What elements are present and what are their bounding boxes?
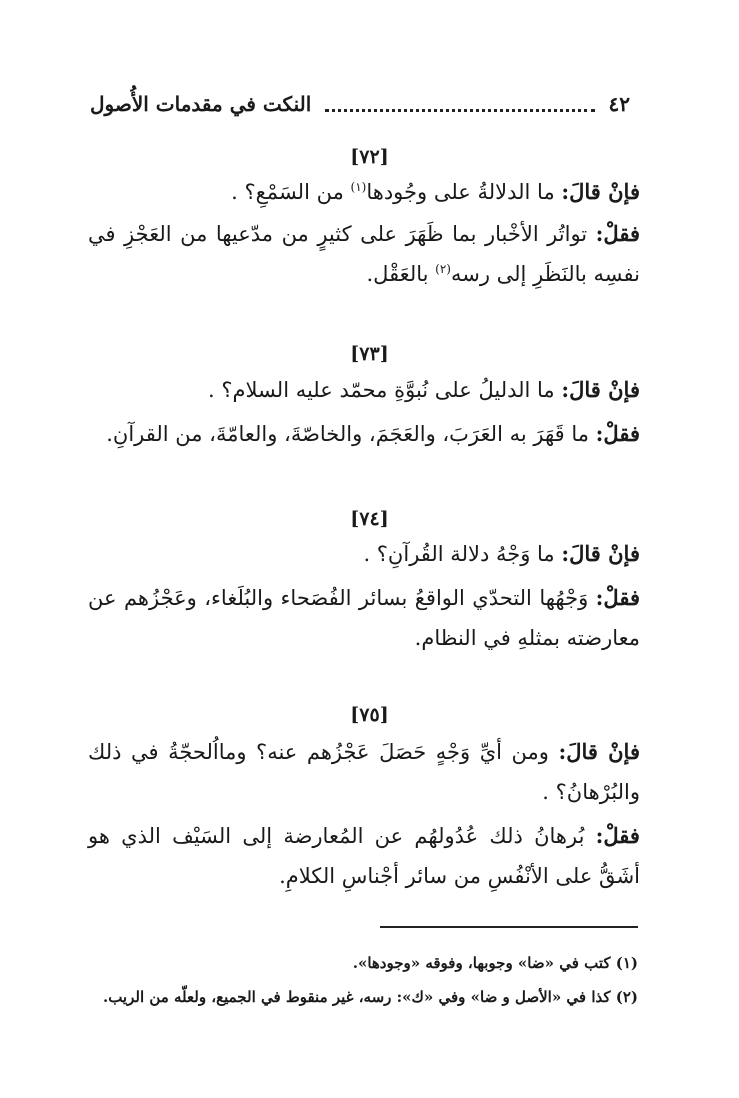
section-number: [٧٤]	[350, 508, 389, 530]
question-text: ما الدلالةُ على وجُودها	[366, 180, 555, 204]
running-title: النكت في مقدمات الأُصول	[90, 92, 312, 116]
answer-label: فقلْ:	[595, 221, 640, 246]
question-paragraph	[88, 172, 640, 212]
question-paragraph	[88, 370, 640, 410]
answer-text: وَجْهُها التحدّي الواقعُ بسائر الفُصَحاء والبُلَغاء، وعَجْزُهم عن معارضته بمثلهِ في النظام.	[88, 586, 640, 650]
answer-paragraph	[88, 214, 640, 294]
answer-text: تواتُر الأخْبار بما ظَهَرَ على كثيرٍ من مدّعيها من العَجْزِ في نفسِه بالنَظَرِ إلى رسه	[88, 222, 640, 286]
question-label: فإنْ قالَ:	[561, 377, 640, 402]
footnote: (٢) كذا في «الأصل و ضا» وفي «ك»: رسه، غير منقوط في الجميع، ولعلّه من الريب.	[102, 988, 638, 1006]
answer-text: بُرهانُ ذلك عُدُولهُم عن المُعارضة إلى السَيْف الذي هو أشَقُّ على الأنْفُسِ من سائر أجْناسِ الكلامِ.	[88, 824, 640, 888]
header-dot-leader	[325, 109, 594, 112]
section-number: [٧٣]	[350, 343, 389, 365]
question-label: فإنْ قالَ:	[558, 739, 640, 764]
footnote-separator	[380, 926, 638, 928]
answer-text: ما قَهَرَ به العَرَبَ، والعَجَمَ، والخاصّةَ، والعامّةَ، من القرآنِ.	[106, 422, 589, 446]
answer-label: فقلْ:	[595, 823, 640, 848]
question-label: فإنْ قالَ:	[561, 179, 640, 204]
answer-label: فقلْ:	[595, 421, 640, 446]
question-text-after: من السَمْعِ؟ .	[231, 180, 344, 204]
question-text: ما وَجْهُ دلالة القُرآنِ؟ .	[363, 542, 555, 566]
footnote-ref: (٢)	[435, 262, 451, 276]
question-label: فإنْ قالَ:	[561, 541, 640, 566]
answer-text-after: بالعَقْل.	[366, 262, 429, 286]
question-paragraph	[88, 732, 640, 812]
answer-label: فقلْ:	[595, 585, 640, 610]
answer-paragraph	[88, 816, 640, 896]
page-number: ٤٢	[608, 92, 630, 116]
question-text: ما الدليلُ على نُبوَّةِ محمّد عليه السلام؟ .	[208, 378, 555, 402]
question-paragraph	[88, 534, 640, 574]
section-number: [٧٢]	[350, 146, 389, 168]
question-text: ومن أيِّ وَجْهٍ حَصَلَ عَجْزُهم عنه؟ ومااُلحجّةُ في ذلك والبُرْهانُ؟ .	[88, 740, 640, 804]
section-number: [٧٥]	[350, 704, 389, 726]
running-header	[90, 86, 630, 122]
footnote-ref: (١)	[350, 180, 367, 194]
footnote: (١) كتب في «ضا» وجوبها، وفوقه «وجودها».	[352, 954, 638, 972]
answer-paragraph	[88, 414, 640, 454]
answer-paragraph	[88, 578, 640, 658]
